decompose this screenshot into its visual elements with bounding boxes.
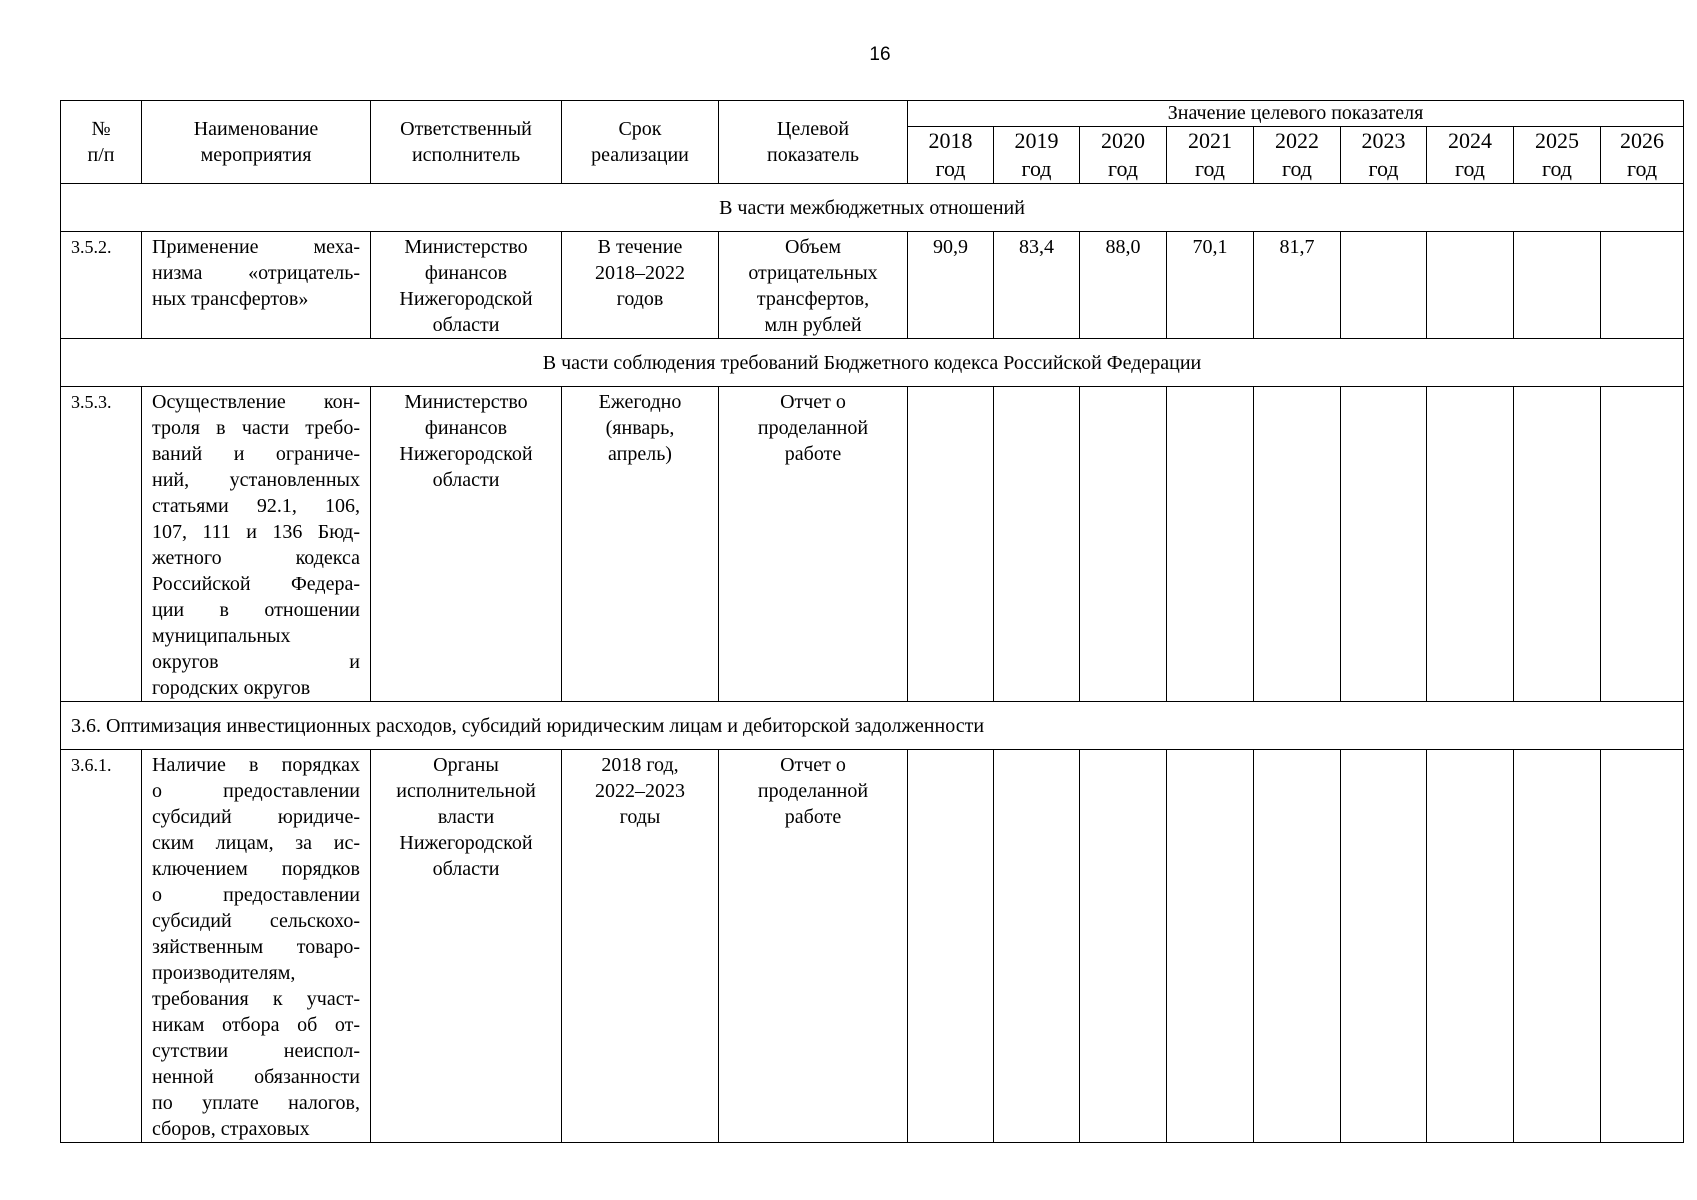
year-label: 2021 [1188, 128, 1232, 153]
term-line: В течение [597, 236, 683, 258]
measure-name-line: сутствии неиспол- [152, 1040, 360, 1062]
row-number: 3.6.1. [61, 750, 142, 1143]
measure-name-line: о предоставлении [152, 780, 360, 802]
executor-line: финансов [424, 417, 508, 439]
measure-name-line: о предоставлении [152, 884, 360, 906]
year-label: 2019 [1014, 128, 1059, 153]
measure-name-line: 107, 111 и 136 Бюд- [152, 521, 360, 543]
implementation-term [562, 750, 719, 1143]
year-header [1341, 127, 1427, 184]
indicator-value [1427, 232, 1514, 339]
responsible-executor [371, 387, 562, 702]
table-row [61, 750, 1684, 1143]
implementation-term [562, 232, 719, 339]
executor-line: Органы [433, 754, 499, 776]
indicator-value: 88,0 [1080, 232, 1167, 339]
indicator-value [1254, 387, 1341, 702]
measure-name-line: сборов, страховых [152, 1118, 310, 1140]
year-header [1514, 127, 1601, 184]
table-row [61, 387, 1684, 702]
header-measure-name [142, 101, 371, 184]
indicator-value: 83,4 [994, 232, 1080, 339]
executor-line: власти [437, 806, 495, 828]
indicator-value [1427, 750, 1514, 1143]
section-row [61, 184, 1684, 232]
header-target-line: Целевой [776, 118, 850, 140]
table-header-row [61, 101, 1684, 127]
executor-line: исполнительной [396, 780, 536, 802]
year-label: 2022 [1275, 128, 1319, 153]
indicator-value [1601, 387, 1684, 702]
year-header [1601, 127, 1684, 184]
year-label: 2026 [1620, 128, 1665, 153]
year-label: 2018 [928, 128, 973, 153]
measure-name-line: ний, установленных [152, 469, 360, 491]
header-target-indicator [719, 101, 908, 184]
indicator-value: 81,7 [1254, 232, 1341, 339]
year-suffix: год [1107, 156, 1139, 181]
measure-name [142, 387, 371, 702]
year-suffix: год [1021, 156, 1052, 181]
section-title: В части соблюдения требований Бюджетного кодекса Российской Федерации [61, 339, 1684, 387]
header-number-line: № [91, 118, 111, 140]
target-line: работе [784, 806, 842, 828]
year-suffix: год [1626, 156, 1658, 181]
indicator-value [908, 750, 994, 1143]
term-line: годы [619, 806, 661, 828]
measure-name-line: Осуществление кон- [152, 391, 360, 413]
year-suffix: год [1194, 156, 1226, 181]
header-executor-line: исполнитель [411, 144, 521, 166]
executor-line: Министерство [404, 236, 528, 258]
indicator-value [1080, 750, 1167, 1143]
measure-name-line: округов и [152, 651, 360, 673]
measure-name-line: требования к участ- [152, 988, 360, 1010]
measure-name-line: муниципальных [152, 625, 291, 647]
term-line: Ежегодно [598, 391, 682, 413]
indicator-value [1254, 750, 1341, 1143]
term-line: 2018 год, [601, 754, 679, 776]
header-term-line: Срок [618, 118, 662, 140]
table-body [61, 184, 1684, 1143]
year-label: 2025 [1535, 128, 1579, 153]
target-line: Отчет о [780, 754, 846, 776]
section-row [61, 702, 1684, 750]
year-label: 2024 [1448, 128, 1492, 153]
section-title: 3.6. Оптимизация инвестиционных расходов, субсидий юридическим лицам и дебиторской задолженности [61, 702, 1684, 750]
term-line: годов [616, 288, 664, 310]
header-executor-line: Ответственный [400, 118, 532, 140]
year-header [994, 127, 1080, 184]
indicator-value [1514, 750, 1601, 1143]
year-header [1254, 127, 1341, 184]
measure-name-line: Наличие в порядках [152, 754, 360, 776]
header-number-line: п/п [87, 144, 115, 166]
measure-name [142, 232, 371, 339]
page-number: 16 [869, 44, 891, 65]
executor-line: финансов [424, 262, 508, 284]
term-line: 2022–2023 [595, 780, 685, 802]
header-measure-name-line: мероприятия [200, 144, 312, 166]
target-line: проделанной [757, 780, 869, 802]
target-line: Отчет о [780, 391, 846, 413]
indicator-value [994, 387, 1080, 702]
measure-name-line: субсидий сельскохо- [152, 910, 360, 932]
indicator-value [1341, 387, 1427, 702]
measure-name-line: производителям, [152, 962, 296, 984]
section-title: В части межбюджетных отношений [61, 184, 1684, 232]
year-label: 2023 [1361, 128, 1406, 153]
header-term [562, 101, 719, 184]
indicator-value [1080, 387, 1167, 702]
section-row [61, 339, 1684, 387]
measure-name-line: ненной обязанности [152, 1066, 360, 1088]
target-line: работе [784, 443, 842, 465]
executor-line: области [432, 469, 500, 491]
year-suffix: год [935, 156, 966, 181]
table-row [61, 232, 1684, 339]
measure-name-line: низма «отрицатель- [152, 262, 360, 284]
target-line: Объем [785, 236, 841, 258]
measure-name-line: Применение меха- [152, 236, 360, 258]
header-term-line: реализации [591, 144, 689, 166]
executor-line: области [432, 858, 500, 880]
measure-name-line: ции в отношении [152, 599, 360, 621]
indicator-value [1167, 387, 1254, 702]
year-suffix: год [1368, 156, 1399, 181]
year-header [1427, 127, 1514, 184]
indicator-value [1341, 232, 1427, 339]
executor-line: области [432, 314, 500, 336]
header-measure-name-line: Наименование [193, 118, 319, 140]
header-executor [371, 101, 562, 184]
measure-name-line: ваний и ограниче- [152, 443, 360, 465]
target-line: проделанной [757, 417, 869, 439]
target-indicator [719, 232, 908, 339]
executor-line: Нижегородской [399, 832, 533, 854]
indicator-value: 70,1 [1167, 232, 1254, 339]
measure-name [142, 750, 371, 1143]
header-target-value-group: Значение целевого показателя [908, 101, 1684, 127]
measure-name-line: троля в части требо- [152, 417, 360, 439]
measures-table [60, 100, 1684, 1143]
measure-name-line: жетного кодекса [152, 547, 360, 569]
term-line: апрель) [608, 443, 672, 465]
indicator-value [1601, 232, 1684, 339]
row-number: 3.5.3. [61, 387, 142, 702]
indicator-value [1601, 750, 1684, 1143]
responsible-executor [371, 750, 562, 1143]
measure-name-line: ключением порядков [152, 858, 360, 880]
measure-name-line: городских округов [152, 677, 311, 699]
measure-name-line: субсидий юридиче- [152, 806, 360, 828]
term-line: (январь, [605, 417, 675, 439]
header-target-line: показатель [767, 144, 859, 166]
year-header [1167, 127, 1254, 184]
year-suffix: год [1454, 156, 1486, 181]
measure-name-line: ных трансфертов» [152, 288, 309, 310]
term-line: 2018–2022 [595, 262, 685, 284]
indicator-value [994, 750, 1080, 1143]
measure-name-line: никам отбора об от- [152, 1014, 360, 1036]
responsible-executor [371, 232, 562, 339]
executor-line: Министерство [404, 391, 528, 413]
year-header [908, 127, 994, 184]
measure-name-line: ским лицам, за ис- [152, 832, 360, 854]
measure-name-line: статьями 92.1, 106, [152, 495, 360, 517]
measure-name-line: Российской Федера- [152, 573, 360, 595]
year-label: 2020 [1101, 128, 1145, 153]
target-line: млн рублей [764, 314, 862, 336]
target-indicator [719, 387, 908, 702]
indicator-value: 90,9 [908, 232, 994, 339]
indicator-value [1514, 232, 1601, 339]
year-header [1080, 127, 1167, 184]
indicator-value [908, 387, 994, 702]
row-number: 3.5.2. [61, 232, 142, 339]
executor-line: Нижегородской [399, 288, 533, 310]
indicator-value [1514, 387, 1601, 702]
indicator-value [1341, 750, 1427, 1143]
header-number [61, 101, 142, 184]
measure-name-line: зяйственным товаро- [152, 936, 360, 958]
implementation-term [562, 387, 719, 702]
indicator-value [1167, 750, 1254, 1143]
target-line: трансфертов, [756, 288, 870, 310]
measure-name-line: по уплате налогов, [152, 1092, 360, 1114]
year-suffix: год [1541, 156, 1573, 181]
year-suffix: год [1281, 156, 1313, 181]
indicator-value [1427, 387, 1514, 702]
executor-line: Нижегородской [399, 443, 533, 465]
target-indicator [719, 750, 908, 1143]
target-line: отрицательных [748, 262, 878, 284]
